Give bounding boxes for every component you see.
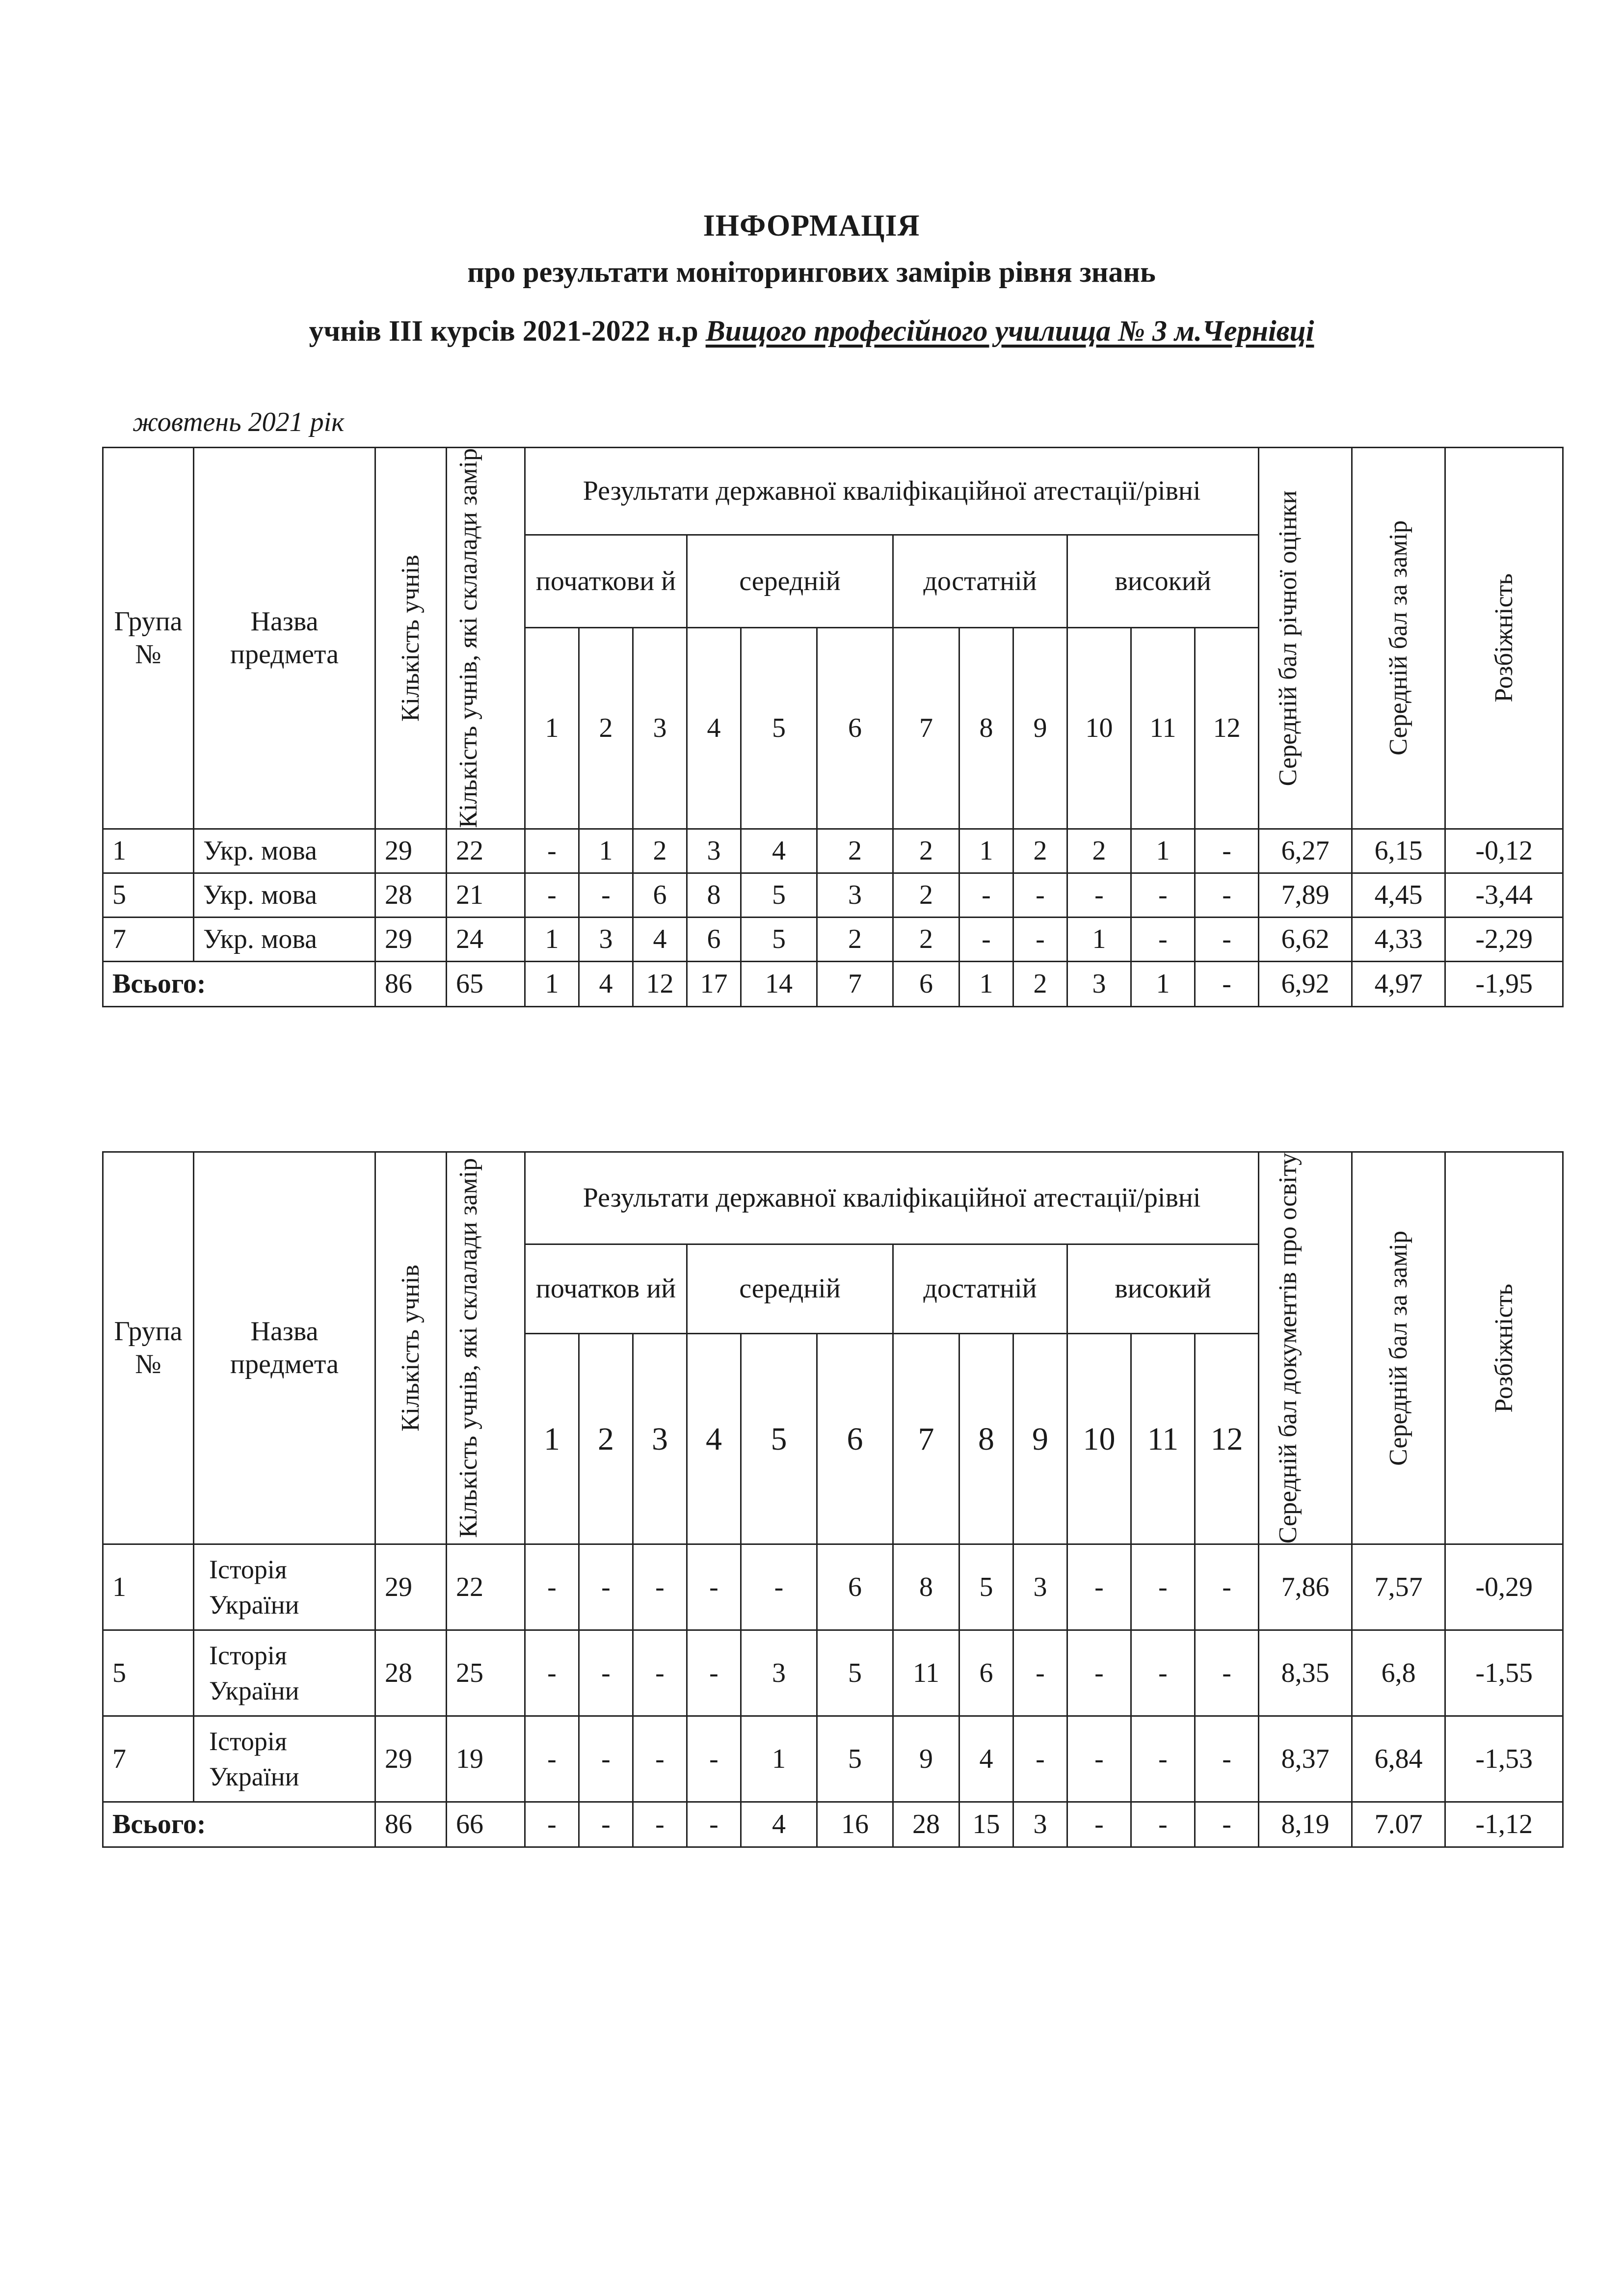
mark-count-1: -	[525, 1544, 579, 1630]
mark-count-4: 8	[687, 873, 741, 917]
mark-count-6: 16	[817, 1802, 893, 1847]
header-took-count: Кількість учнів, які склалади замір	[447, 448, 525, 829]
avg-test-value: 6,15	[1352, 829, 1445, 873]
mark-count-2: -	[579, 1544, 633, 1630]
difference-value: -2,29	[1445, 917, 1563, 961]
mark-header: 8	[959, 628, 1013, 829]
mark-count-7: 2	[893, 873, 959, 917]
mark-header: 11	[1131, 1334, 1195, 1544]
header-avg-test: Середній бал за замір	[1352, 448, 1445, 829]
mark-count-11: 1	[1131, 829, 1195, 873]
mark-count-7: 11	[893, 1630, 959, 1716]
avg-test-value: 6,8	[1352, 1630, 1445, 1716]
difference-value: -1,53	[1445, 1716, 1563, 1802]
mark-count-11: 1	[1131, 961, 1195, 1006]
mark-count-6: 7	[817, 961, 893, 1006]
mark-count-10: -	[1067, 873, 1131, 917]
mark-count-9: 3	[1013, 1544, 1067, 1630]
students-count: 28	[375, 873, 447, 917]
mark-count-1: -	[525, 1802, 579, 1847]
mark-count-3: 12	[633, 961, 687, 1006]
subject-name: Укр. мова	[194, 829, 375, 873]
mark-count-7: 6	[893, 961, 959, 1006]
mark-count-3: 6	[633, 873, 687, 917]
mark-count-2: 4	[579, 961, 633, 1006]
difference-value: -3,44	[1445, 873, 1563, 917]
group-number: 7	[103, 1716, 194, 1802]
difference-value: -1,12	[1445, 1802, 1563, 1847]
mark-header: 12	[1195, 1334, 1259, 1544]
mark-header: 5	[741, 628, 817, 829]
mark-count-11: -	[1131, 917, 1195, 961]
group-number: 1	[103, 1544, 194, 1630]
mark-count-2: -	[579, 1630, 633, 1716]
avg-test-value: 4,33	[1352, 917, 1445, 961]
students-count: 29	[375, 1716, 447, 1802]
level-sufficient: достатній	[893, 535, 1067, 628]
mark-count-11: -	[1131, 1802, 1195, 1847]
header-students-count: Кількість учнів	[375, 1152, 447, 1544]
mark-count-5: 1	[741, 1716, 817, 1802]
mark-count-7: 8	[893, 1544, 959, 1630]
students-count: 86	[375, 961, 447, 1006]
mark-count-12: -	[1195, 961, 1259, 1006]
took-count: 22	[447, 829, 525, 873]
mark-count-11: -	[1131, 1544, 1195, 1630]
mark-count-3: 4	[633, 917, 687, 961]
header-results: Результати державної кваліфікаційної атестації/рівні	[525, 448, 1259, 535]
level-sufficient: достатній	[893, 1244, 1067, 1333]
avg-test-value: 4,97	[1352, 961, 1445, 1006]
avg-test-value: 6,84	[1352, 1716, 1445, 1802]
mark-count-2: -	[579, 873, 633, 917]
avg-prev-value: 6,62	[1259, 917, 1352, 961]
mark-count-5: 14	[741, 961, 817, 1006]
avg-prev-value: 8,35	[1259, 1630, 1352, 1716]
mark-header: 5	[741, 1334, 817, 1544]
mark-count-3: -	[633, 1630, 687, 1716]
mark-count-4: -	[687, 1544, 741, 1630]
header-subject: Назва предмета	[194, 448, 375, 829]
took-count: 25	[447, 1630, 525, 1716]
avg-prev-value: 7,89	[1259, 873, 1352, 917]
header-avg-prev: Середній бал документів про освіту	[1259, 1152, 1352, 1544]
avg-prev-value: 6,27	[1259, 829, 1352, 873]
mark-count-10: 1	[1067, 917, 1131, 961]
mark-count-1: -	[525, 873, 579, 917]
total-row	[103, 1802, 1563, 1847]
table-row	[103, 1544, 1563, 1630]
results-table-history	[102, 1151, 1564, 1848]
total-row	[103, 961, 1563, 1006]
mark-count-9: -	[1013, 917, 1067, 961]
mark-header: 7	[893, 628, 959, 829]
group-number: 5	[103, 873, 194, 917]
subject-name: Історія України	[194, 1544, 375, 1630]
mark-count-1: 1	[525, 917, 579, 961]
mark-count-12: -	[1195, 1716, 1259, 1802]
mark-header: 2	[579, 1334, 633, 1544]
mark-count-9: -	[1013, 873, 1067, 917]
mark-count-6: 6	[817, 1544, 893, 1630]
mark-count-5: 3	[741, 1630, 817, 1716]
table-row	[103, 873, 1563, 917]
header-difference: Розбіжність	[1445, 1152, 1563, 1544]
mark-count-7: 2	[893, 917, 959, 961]
table-row	[103, 1630, 1563, 1716]
mark-count-1: -	[525, 829, 579, 873]
took-count: 19	[447, 1716, 525, 1802]
difference-value: -1,55	[1445, 1630, 1563, 1716]
students-count: 29	[375, 1544, 447, 1630]
group-number: 5	[103, 1630, 194, 1716]
level-average: середній	[687, 1244, 893, 1333]
subject-name: Історія України	[194, 1630, 375, 1716]
mark-header: 2	[579, 628, 633, 829]
mark-count-2: 3	[579, 917, 633, 961]
institution-name: Вищого професійного училища № 3 м.Чернівці	[705, 315, 1314, 347]
students-count: 28	[375, 1630, 447, 1716]
mark-count-10: 2	[1067, 829, 1131, 873]
header-difference: Розбіжність	[1445, 448, 1563, 829]
mark-count-1: 1	[525, 961, 579, 1006]
document-subtitle: про результати моніторингових замірів рівня знань	[467, 256, 1156, 288]
mark-count-3: 2	[633, 829, 687, 873]
mark-header: 7	[893, 1334, 959, 1544]
mark-count-8: 6	[959, 1630, 1013, 1716]
mark-count-8: -	[959, 917, 1013, 961]
mark-count-2: 1	[579, 829, 633, 873]
mark-count-11: -	[1131, 1630, 1195, 1716]
mark-count-5: 5	[741, 917, 817, 961]
mark-count-12: -	[1195, 917, 1259, 961]
total-label: Всього:	[103, 1802, 375, 1847]
mark-count-2: -	[579, 1716, 633, 1802]
header-group: Група №	[103, 1152, 194, 1544]
subject-name: Укр. мова	[194, 873, 375, 917]
avg-prev-value: 8,37	[1259, 1716, 1352, 1802]
mark-count-1: -	[525, 1630, 579, 1716]
header-students-count: Кількість учнів	[375, 448, 447, 829]
mark-count-8: -	[959, 873, 1013, 917]
subtitle-prefix: учнів ІІІ курсів 2021-2022 н.р	[309, 315, 706, 347]
took-count: 66	[447, 1802, 525, 1847]
mark-header: 4	[687, 1334, 741, 1544]
document-subtitle-line-2	[0, 314, 1623, 348]
report-date: жовтень 2021 рік	[133, 407, 345, 437]
mark-count-6: 2	[817, 829, 893, 873]
mark-count-4: -	[687, 1716, 741, 1802]
level-initial: початкови й	[525, 535, 687, 628]
results-table-ukrainian	[102, 447, 1564, 1007]
mark-header: 1	[525, 628, 579, 829]
mark-count-3: -	[633, 1716, 687, 1802]
mark-count-7: 2	[893, 829, 959, 873]
mark-count-7: 28	[893, 1802, 959, 1847]
mark-count-9: -	[1013, 1716, 1067, 1802]
avg-prev-value: 6,92	[1259, 961, 1352, 1006]
level-average: середній	[687, 535, 893, 628]
mark-count-11: -	[1131, 1716, 1195, 1802]
mark-count-7: 9	[893, 1716, 959, 1802]
level-high: високий	[1067, 1244, 1259, 1333]
mark-count-12: -	[1195, 873, 1259, 917]
mark-header: 4	[687, 628, 741, 829]
header-subject: Назва предмета	[194, 1152, 375, 1544]
subject-name: Історія України	[194, 1716, 375, 1802]
mark-count-4: 6	[687, 917, 741, 961]
header-avg-test: Середній бал за замір	[1352, 1152, 1445, 1544]
avg-prev-value: 7,86	[1259, 1544, 1352, 1630]
mark-count-5: 4	[741, 829, 817, 873]
mark-count-12: -	[1195, 829, 1259, 873]
table-row	[103, 917, 1563, 961]
mark-count-9: 2	[1013, 829, 1067, 873]
mark-count-10: -	[1067, 1716, 1131, 1802]
mark-count-11: -	[1131, 873, 1195, 917]
mark-count-6: 2	[817, 917, 893, 961]
mark-header: 3	[633, 628, 687, 829]
took-count: 24	[447, 917, 525, 961]
mark-count-5: -	[741, 1544, 817, 1630]
total-label: Всього:	[103, 961, 375, 1006]
mark-count-3: -	[633, 1802, 687, 1847]
mark-count-12: -	[1195, 1544, 1259, 1630]
mark-header: 3	[633, 1334, 687, 1544]
mark-count-5: 5	[741, 873, 817, 917]
mark-header: 6	[817, 1334, 893, 1544]
mark-header: 1	[525, 1334, 579, 1544]
students-count: 86	[375, 1802, 447, 1847]
mark-count-9: -	[1013, 1630, 1067, 1716]
level-high: високий	[1067, 535, 1259, 628]
took-count: 21	[447, 873, 525, 917]
students-count: 29	[375, 829, 447, 873]
group-number: 7	[103, 917, 194, 961]
took-count: 65	[447, 961, 525, 1006]
table-row	[103, 829, 1563, 873]
mark-count-10: -	[1067, 1630, 1131, 1716]
mark-count-2: -	[579, 1802, 633, 1847]
avg-prev-value: 8,19	[1259, 1802, 1352, 1847]
difference-value: -1,95	[1445, 961, 1563, 1006]
header-results: Результати державної кваліфікаційної атестації/рівні	[525, 1152, 1259, 1244]
mark-count-8: 1	[959, 829, 1013, 873]
mark-count-6: 3	[817, 873, 893, 917]
header-took-count: Кількість учнів, які склалади замір	[447, 1152, 525, 1544]
mark-header: 10	[1067, 628, 1131, 829]
mark-count-12: -	[1195, 1630, 1259, 1716]
mark-header: 9	[1013, 1334, 1067, 1544]
mark-count-6: 5	[817, 1630, 893, 1716]
mark-count-4: 17	[687, 961, 741, 1006]
avg-test-value: 4,45	[1352, 873, 1445, 917]
mark-header: 12	[1195, 628, 1259, 829]
table-row	[103, 1716, 1563, 1802]
avg-test-value: 7,57	[1352, 1544, 1445, 1630]
avg-test-value: 7.07	[1352, 1802, 1445, 1847]
mark-count-5: 4	[741, 1802, 817, 1847]
mark-count-10: -	[1067, 1802, 1131, 1847]
took-count: 22	[447, 1544, 525, 1630]
mark-count-12: -	[1195, 1802, 1259, 1847]
mark-count-9: 3	[1013, 1802, 1067, 1847]
mark-count-10: 3	[1067, 961, 1131, 1006]
mark-header: 11	[1131, 628, 1195, 829]
level-initial: початков ий	[525, 1244, 687, 1333]
mark-count-8: 15	[959, 1802, 1013, 1847]
mark-count-10: -	[1067, 1544, 1131, 1630]
mark-count-4: -	[687, 1630, 741, 1716]
subject-name: Укр. мова	[194, 917, 375, 961]
students-count: 29	[375, 917, 447, 961]
mark-count-9: 2	[1013, 961, 1067, 1006]
mark-header: 6	[817, 628, 893, 829]
mark-header: 9	[1013, 628, 1067, 829]
mark-count-3: -	[633, 1544, 687, 1630]
group-number: 1	[103, 829, 194, 873]
mark-count-8: 1	[959, 961, 1013, 1006]
mark-header: 8	[959, 1334, 1013, 1544]
mark-count-4: -	[687, 1802, 741, 1847]
document-title: ІНФОРМАЦІЯ	[703, 209, 920, 243]
header-group: Група №	[103, 448, 194, 829]
mark-count-8: 5	[959, 1544, 1013, 1630]
difference-value: -0,12	[1445, 829, 1563, 873]
mark-header: 10	[1067, 1334, 1131, 1544]
difference-value: -0,29	[1445, 1544, 1563, 1630]
mark-count-6: 5	[817, 1716, 893, 1802]
mark-count-1: -	[525, 1716, 579, 1802]
mark-count-8: 4	[959, 1716, 1013, 1802]
header-avg-prev: Середній бал річної оцінки	[1259, 448, 1352, 829]
mark-count-4: 3	[687, 829, 741, 873]
